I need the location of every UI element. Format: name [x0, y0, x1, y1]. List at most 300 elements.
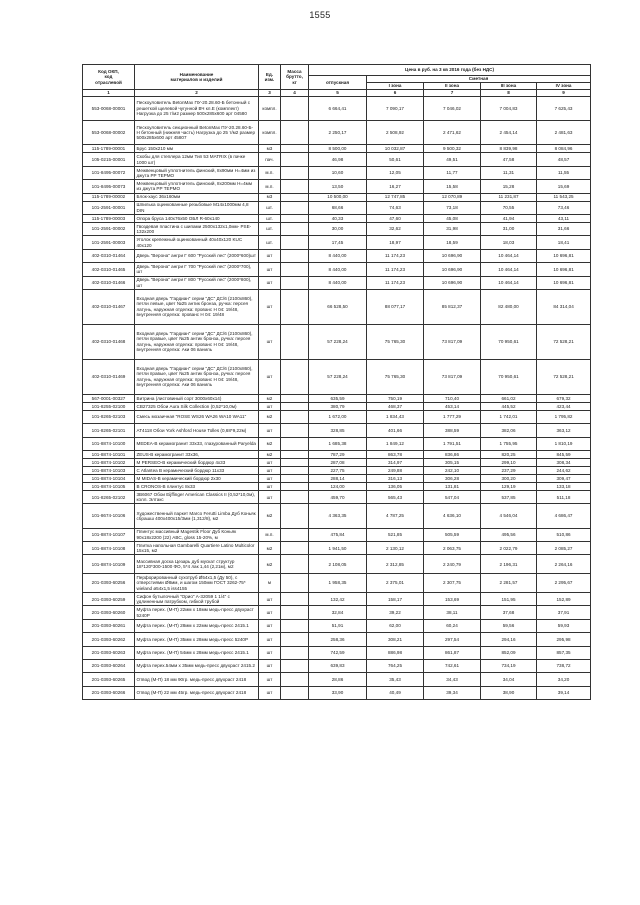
- row-code: 101-8874-10103: [83, 467, 135, 475]
- table-row: [83, 459, 591, 467]
- table-row: [83, 659, 591, 672]
- row-code: 553-0068-00002: [83, 121, 135, 145]
- row-zone-4-price: 48,57: [537, 153, 591, 166]
- row-code: 101-8255-02100: [83, 402, 135, 410]
- row-zone-1-price: 764,25: [367, 659, 424, 672]
- row-mass: [281, 180, 309, 193]
- column-number: 9: [537, 90, 591, 97]
- row-code: 201-0393-60264: [83, 659, 135, 672]
- row-retail-price: 33,90: [309, 686, 367, 699]
- row-mass: [281, 263, 309, 276]
- row-zone-4-price: 43,11: [537, 214, 591, 222]
- row-zone-1-price: 136,05: [367, 483, 424, 491]
- row-retail-price: 227,75: [309, 467, 367, 475]
- row-code: 101-8674-10106: [83, 504, 135, 528]
- row-zone-4-price: 1 810,19: [537, 437, 591, 450]
- table-row: [83, 673, 591, 686]
- row-unit: шт.: [259, 222, 281, 235]
- table-row: [83, 593, 591, 606]
- column-numbers-row: [83, 90, 591, 97]
- row-code: 101-8874-10105: [83, 483, 135, 491]
- row-retail-price: 639,83: [309, 659, 367, 672]
- row-zone-2-price: 131,81: [424, 483, 481, 491]
- row-code: 101-2591-00001: [83, 201, 135, 214]
- row-name: Дверь "Верона" ангри Г 800 "Русский лес" (2000*800), шт: [135, 276, 259, 289]
- row-zone-3-price: 382,06: [481, 424, 537, 437]
- row-retail-price: 13,50: [309, 180, 367, 193]
- row-zone-1-price: 88 077,17: [367, 289, 424, 324]
- row-zone-4-price: 84 314,04: [537, 289, 591, 324]
- row-unit: м2: [259, 410, 281, 423]
- row-mass: [281, 659, 309, 672]
- row-mass: [281, 145, 309, 153]
- row-zone-2-price: 861,87: [424, 646, 481, 659]
- row-mass: [281, 289, 309, 324]
- row-unit: шт: [259, 324, 281, 359]
- price-table: [82, 64, 591, 700]
- row-zone-3-price: 2 196,31: [481, 555, 537, 574]
- row-zone-1-price: 249,88: [367, 467, 424, 475]
- row-retail-price: 2 250,17: [309, 121, 367, 145]
- header-code: Код ОКП, код отраслевой: [83, 65, 135, 90]
- row-code: 201-0393-60260: [83, 606, 135, 619]
- table-row: [83, 555, 591, 574]
- row-unit: шт: [259, 593, 281, 606]
- row-unit: шт: [259, 483, 281, 491]
- row-retail-price: 328,85: [309, 424, 367, 437]
- row-name: Пескоуловитель BetonMax ПУ-20.28.60-Б бетонный с решеткой щелевой чугунной ВЧ кл.Е (комплект) Нагрузка до 25 т/м2 размер 500х285х600 арт 04580: [135, 97, 259, 121]
- row-name: M PERSEO-B керамический бордюр 4х33: [135, 459, 259, 467]
- row-zone-2-price: 242,10: [424, 467, 481, 475]
- row-code: 201-0393-60256: [83, 574, 135, 593]
- row-code: 115-1789-00003: [83, 214, 135, 222]
- row-zone-1-price: 18,97: [367, 236, 424, 249]
- row-zone-2-price: 2 240,79: [424, 555, 481, 574]
- row-zone-4-price: 511,18: [537, 491, 591, 504]
- row-retail-price: 380,79: [309, 402, 367, 410]
- row-mass: [281, 121, 309, 145]
- row-retail-price: 32,84: [309, 606, 367, 619]
- row-zone-4-price: 679,32: [537, 394, 591, 402]
- table-row: [83, 475, 591, 483]
- row-zone-2-price: 2 307,75: [424, 574, 481, 593]
- row-retail-price: 6 664,41: [309, 97, 367, 121]
- row-unit: шт: [259, 263, 281, 276]
- column-number: 1: [83, 90, 135, 97]
- row-name: Витрина (листовиный сорт 3000х60х14): [135, 394, 259, 402]
- row-zone-1-price: 2 130,12: [367, 542, 424, 555]
- table-row: [83, 180, 591, 193]
- table-row: [83, 410, 591, 423]
- row-name: Опора бруса 140х76х50 ОБЛ R-60х140: [135, 214, 259, 222]
- row-code: 101-8874-10104: [83, 475, 135, 483]
- row-retail-price: 30,00: [309, 222, 367, 235]
- row-mass: [281, 193, 309, 201]
- row-code: 101-8874-10100: [83, 437, 135, 450]
- row-zone-3-price: 151,95: [481, 593, 537, 606]
- row-zone-2-price: 153,69: [424, 593, 481, 606]
- table-row: [83, 121, 591, 145]
- row-retail-price: 8 500,00: [309, 145, 367, 153]
- row-mass: [281, 542, 309, 555]
- row-zone-4-price: 39,14: [537, 686, 591, 699]
- table-row: [83, 574, 591, 593]
- header-retail: отпускная: [309, 76, 367, 90]
- table-row: [83, 437, 591, 450]
- row-unit: шт: [259, 633, 281, 646]
- row-mass: [281, 410, 309, 423]
- row-zone-4-price: 11 543,25: [537, 193, 591, 201]
- row-zone-1-price: 39,22: [367, 606, 424, 619]
- row-name: Муфта перех. (М-П) 54мм х 28мм медь-пресс 2415.1: [135, 646, 259, 659]
- row-code: 101-8874-10108: [83, 542, 135, 555]
- row-zone-4-price: 2 264,16: [537, 555, 591, 574]
- row-zone-4-price: 18,41: [537, 236, 591, 249]
- table-row: [83, 451, 591, 459]
- row-retail-price: 68,66: [309, 201, 367, 214]
- row-code: 567-0001-00327: [83, 394, 135, 402]
- row-unit: шт: [259, 686, 281, 699]
- row-mass: [281, 201, 309, 214]
- row-zone-2-price: 9 500,32: [424, 145, 481, 153]
- row-zone-2-price: 12 070,89: [424, 193, 481, 201]
- row-zone-4-price: 72 528,21: [537, 324, 591, 359]
- row-code: 101-8265-02102: [83, 491, 135, 504]
- table-row: [83, 324, 591, 359]
- row-mass: [281, 222, 309, 235]
- row-code: 201-0393-60263: [83, 646, 135, 659]
- row-zone-2-price: 297,54: [424, 633, 481, 646]
- row-code: 402-0310-01464: [83, 249, 135, 262]
- column-number: 6: [367, 90, 424, 97]
- column-number: 8: [481, 90, 537, 97]
- row-unit: м2: [259, 451, 281, 459]
- row-retail-price: 1 685,38: [309, 437, 367, 450]
- row-unit: шт: [259, 659, 281, 672]
- header-zone-1: I зона: [367, 83, 424, 90]
- row-zone-2-price: 1 777,29: [424, 410, 481, 423]
- row-unit: шт: [259, 424, 281, 437]
- row-zone-2-price: 1 791,51: [424, 437, 481, 450]
- row-retail-price: 258,36: [309, 633, 367, 646]
- row-code: 201-0393-60265: [83, 673, 135, 686]
- row-mass: [281, 166, 309, 179]
- row-retail-price: 28,86: [309, 673, 367, 686]
- row-unit: компл.: [259, 121, 281, 145]
- table-row: [83, 359, 591, 394]
- row-unit: м2: [259, 555, 281, 574]
- row-unit: шт.: [259, 236, 281, 249]
- row-zone-3-price: 4 546,04: [481, 504, 537, 528]
- row-name: AT4118 Обои York Ashford House Tolles (0,68*9,22м): [135, 424, 259, 437]
- row-zone-3-price: 1 742,01: [481, 410, 537, 423]
- row-zone-4-price: 4 686,47: [537, 504, 591, 528]
- row-zone-3-price: 445,52: [481, 402, 537, 410]
- row-name: ZEUS-B керамогранит 33х36,: [135, 451, 259, 459]
- row-name: Муфта перех.54мм х 35мм медь-пресс двухраст 2415.2: [135, 659, 259, 672]
- table-row: [83, 542, 591, 555]
- row-code: 402-0310-01465: [83, 263, 135, 276]
- row-name: Пескоуловитель секционный BetonMax ПУ-20.28.60-Б-Н бетонный (нижняя часть) Нагрузка до 25 т/м2 размер 500х285х600 арт 45807: [135, 121, 259, 145]
- row-unit: м3: [259, 193, 281, 201]
- row-mass: [281, 402, 309, 410]
- row-zone-4-price: 133,18: [537, 483, 591, 491]
- row-code: 201-0393-60261: [83, 619, 135, 632]
- row-zone-1-price: 565,43: [367, 491, 424, 504]
- header-price-group: Цена в руб. на 3 кв 2016 года (без НДС): [309, 65, 591, 76]
- row-mass: [281, 97, 309, 121]
- row-unit: шт: [259, 289, 281, 324]
- row-zone-2-price: 11,77: [424, 166, 481, 179]
- row-zone-3-price: 495,56: [481, 528, 537, 541]
- row-zone-4-price: 295,98: [537, 633, 591, 646]
- row-zone-3-price: 1 755,95: [481, 437, 537, 450]
- row-zone-2-price: 38,11: [424, 606, 481, 619]
- row-zone-1-price: 75 765,30: [367, 324, 424, 359]
- table-row: [83, 483, 591, 491]
- row-retail-price: 51,91: [309, 619, 367, 632]
- row-zone-4-price: 845,59: [537, 451, 591, 459]
- column-number: 7: [424, 90, 481, 97]
- row-zone-4-price: 15,69: [537, 180, 591, 193]
- table-row: [83, 606, 591, 619]
- row-zone-4-price: 738,72: [537, 659, 591, 672]
- row-mass: [281, 437, 309, 450]
- row-mass: [281, 593, 309, 606]
- row-code: 402-0310-01469: [83, 359, 135, 394]
- row-zone-1-price: 468,37: [367, 402, 424, 410]
- row-zone-2-price: 453,14: [424, 402, 481, 410]
- row-name: Брус 150х210 мм: [135, 145, 259, 153]
- row-zone-4-price: 31,66: [537, 222, 591, 235]
- row-zone-3-price: 299,10: [481, 459, 537, 467]
- row-retail-price: 288,14: [309, 475, 367, 483]
- row-zone-1-price: 11 174,23: [367, 276, 424, 289]
- row-code: 101-8265-02103: [83, 410, 135, 423]
- row-mass: [281, 249, 309, 262]
- row-code: 101-8495-00073: [83, 180, 135, 193]
- row-zone-2-price: 836,86: [424, 451, 481, 459]
- row-retail-price: 787,29: [309, 451, 367, 459]
- row-zone-1-price: 316,13: [367, 475, 424, 483]
- row-retail-price: 66 528,50: [309, 289, 367, 324]
- row-unit: шт: [259, 619, 281, 632]
- row-zone-1-price: 62,00: [367, 619, 424, 632]
- table-row: [83, 467, 591, 475]
- row-zone-2-price: 4 636,10: [424, 504, 481, 528]
- row-mass: [281, 619, 309, 632]
- row-unit: м.п.: [259, 166, 281, 179]
- column-number: 5: [309, 90, 367, 97]
- row-zone-3-price: 15,28: [481, 180, 537, 193]
- row-name: Дверь "Верона" ангри Г 600 "Русский лес" (2000*600)шт: [135, 249, 259, 262]
- row-retail-price: 4 363,35: [309, 504, 367, 528]
- row-name: Отвод (М-П) 22 мм 45гр. медь-пресс двухраст 2418: [135, 686, 259, 699]
- row-name: Муфта перех. (М-П) 22мм х 18мм медь-пресс двухраст 5240Р: [135, 606, 259, 619]
- row-name: Сифон бутылочный "Орио" А-32059 1 1/4" с удлиненным патрубком, гибкой трубой: [135, 593, 259, 606]
- row-zone-4-price: 2 085,27: [537, 542, 591, 555]
- table-row: [83, 193, 591, 201]
- row-retail-price: 2 108,05: [309, 555, 367, 574]
- row-name: M MIDAS-B керамический бордюр 2х30: [135, 475, 259, 483]
- row-zone-1-price: 1 834,43: [367, 410, 424, 423]
- row-code: 101-2591-00003: [83, 236, 135, 249]
- row-zone-3-price: 2 454,14: [481, 121, 537, 145]
- table-row: [83, 402, 591, 410]
- row-name: Входная дверь "Гардиан" серии "ДС" ДС/6 (2100х860), петли левые, цвет №25 антик бронза, ручка: персея латунь, наружная отделка: прованс Н 04: 19/48, внутренняя отделка: прованс Н 04: 19/48: [135, 289, 259, 324]
- row-zone-1-price: 16,27: [367, 180, 424, 193]
- table-row: [83, 153, 591, 166]
- row-retail-price: 1 672,00: [309, 410, 367, 423]
- row-name: Художественный паркет Marco Ferutti Limba Дуб Коньяк сбрашш 400х400х15/3мм (1,312/8), м2: [135, 504, 259, 528]
- row-zone-2-price: 505,59: [424, 528, 481, 541]
- row-retail-price: 459,70: [309, 491, 367, 504]
- row-zone-1-price: 750,19: [367, 394, 424, 402]
- row-zone-3-price: 2 281,57: [481, 574, 537, 593]
- row-mass: [281, 451, 309, 459]
- row-zone-3-price: 7 004,83: [481, 97, 537, 121]
- row-unit: м2: [259, 542, 281, 555]
- row-zone-2-price: 742,61: [424, 659, 481, 672]
- row-zone-2-price: 710,40: [424, 394, 481, 402]
- row-zone-3-price: 8 839,98: [481, 145, 537, 153]
- table-row: [83, 201, 591, 214]
- row-zone-1-price: 2 508,92: [367, 121, 424, 145]
- row-zone-2-price: 2 063,75: [424, 542, 481, 555]
- row-zone-2-price: 34,43: [424, 673, 481, 686]
- row-zone-2-price: 10 696,90: [424, 276, 481, 289]
- row-mass: [281, 324, 309, 359]
- row-code: 402-0310-01467: [83, 289, 135, 324]
- row-mass: [281, 555, 309, 574]
- row-code: 402-0310-01466: [83, 276, 135, 289]
- row-name: Уголок крепежный оцинкованный 40х40х120 KUC 40х120: [135, 236, 259, 249]
- row-unit: шт: [259, 646, 281, 659]
- row-zone-4-price: 510,86: [537, 528, 591, 541]
- row-unit: шт.: [259, 214, 281, 222]
- row-mass: [281, 214, 309, 222]
- table-row: [83, 236, 591, 249]
- row-zone-2-price: 73 817,09: [424, 324, 481, 359]
- row-zone-3-price: 47,58: [481, 153, 537, 166]
- row-zone-2-price: 49,51: [424, 153, 481, 166]
- row-zone-2-price: 18,59: [424, 236, 481, 249]
- table-body: [83, 97, 591, 700]
- header-unit: Ед. изм.: [259, 65, 281, 90]
- row-code: 101-2591-00002: [83, 222, 135, 235]
- row-zone-4-price: 34,20: [537, 673, 591, 686]
- row-unit: м.п.: [259, 528, 281, 541]
- row-zone-1-price: 74,63: [367, 201, 424, 214]
- row-retail-price: 40,33: [309, 214, 367, 222]
- row-retail-price: 10,60: [309, 166, 367, 179]
- row-zone-4-price: 59,93: [537, 619, 591, 632]
- row-unit: м2: [259, 437, 281, 450]
- row-zone-1-price: 12 747,85: [367, 193, 424, 201]
- column-number: 4: [281, 90, 309, 97]
- row-retail-price: 46,98: [309, 153, 367, 166]
- row-zone-2-price: 73 817,09: [424, 359, 481, 394]
- row-name: B CRONOS-B плинтус 8х33: [135, 483, 259, 491]
- row-code: 101-8265-02101: [83, 424, 135, 437]
- row-retail-price: 124,00: [309, 483, 367, 491]
- row-zone-1-price: 75 765,30: [367, 359, 424, 394]
- row-unit: м: [259, 574, 281, 593]
- table-row: [83, 249, 591, 262]
- row-name: C Atlantea B керамический бордюр 11х33: [135, 467, 259, 475]
- table-row: [83, 686, 591, 699]
- row-zone-3-price: 11,31: [481, 166, 537, 179]
- row-retail-price: 1 941,50: [309, 542, 367, 555]
- row-zone-2-price: 10 696,90: [424, 249, 481, 262]
- row-name: Смесь мозаичная "ROSE WS26 WA26 WA10 WA11": [135, 410, 259, 423]
- row-retail-price: 132,42: [309, 593, 367, 606]
- row-zone-1-price: 50,61: [367, 153, 424, 166]
- table-row: [83, 633, 591, 646]
- row-zone-2-price: 15,58: [424, 180, 481, 193]
- table-row: [83, 222, 591, 235]
- row-zone-3-price: 37,68: [481, 606, 537, 619]
- row-zone-4-price: 10 696,81: [537, 263, 591, 276]
- row-code: 101-8874-10107: [83, 528, 135, 541]
- row-zone-4-price: 72 528,21: [537, 359, 591, 394]
- row-zone-1-price: 40,49: [367, 686, 424, 699]
- row-name: MEDEA-B керамогранит 33х33, глазурованный Paryelda: [135, 437, 259, 450]
- row-mass: [281, 394, 309, 402]
- table-row: [83, 646, 591, 659]
- row-unit: шт: [259, 673, 281, 686]
- row-zone-3-price: 294,16: [481, 633, 537, 646]
- row-mass: [281, 673, 309, 686]
- row-unit: шт: [259, 491, 281, 504]
- row-mass: [281, 424, 309, 437]
- row-unit: шт: [259, 475, 281, 483]
- row-zone-3-price: 82 480,00: [481, 289, 537, 324]
- row-zone-4-price: 308,34: [537, 459, 591, 467]
- row-zone-1-price: 863,78: [367, 451, 424, 459]
- row-zone-3-price: 852,09: [481, 646, 537, 659]
- row-zone-2-price: 45,08: [424, 214, 481, 222]
- column-number: 2: [135, 90, 259, 97]
- table-row: [83, 504, 591, 528]
- row-zone-1-price: 2 375,01: [367, 574, 424, 593]
- page-number: 1555: [309, 10, 331, 20]
- row-retail-price: 8 440,00: [309, 276, 367, 289]
- row-zone-2-price: 7 046,02: [424, 97, 481, 121]
- row-zone-4-price: 10 696,81: [537, 276, 591, 289]
- row-name: Гвоздевая пластина с шипами 2500х132х1,0мм- PSE-132х200: [135, 222, 259, 235]
- row-code: 101-8874-10102: [83, 459, 135, 467]
- row-zone-2-price: 388,59: [424, 424, 481, 437]
- row-zone-2-price: 60,24: [424, 619, 481, 632]
- row-unit: компл.: [259, 97, 281, 121]
- row-unit: шт: [259, 249, 281, 262]
- row-zone-4-price: 423,44: [537, 402, 591, 410]
- row-zone-2-price: 73,18: [424, 201, 481, 214]
- row-name: Входная дверь "Гардиан" серии "ДС" ДС/6 (2100х860), петли правые, цвет №25 антик бронза, ручка: персея латунь, наружная отделка: прованс Н 04: 19/48, внутренняя отделка: Аки 06 ваниль: [135, 324, 259, 359]
- row-name: Плинтус массивный Magestik Floor Дуб Коньяк 90х18х2200 (22) ABC, gloss 15-20%, м: [135, 528, 259, 541]
- row-zone-2-price: 39,34: [424, 686, 481, 699]
- row-zone-2-price: 305,15: [424, 459, 481, 467]
- row-name: Межвенцовый уплотнитель финский, 8х200мм Н=4мм из джута PP ТЕРМО: [135, 180, 259, 193]
- header-zone-2: II зона: [424, 83, 481, 90]
- table-row: [83, 394, 591, 402]
- row-zone-4-price: 857,35: [537, 646, 591, 659]
- row-zone-3-price: 661,02: [481, 394, 537, 402]
- row-mass: [281, 483, 309, 491]
- row-zone-4-price: 8 084,96: [537, 145, 591, 153]
- header-zone-4: IV зона: [537, 83, 591, 90]
